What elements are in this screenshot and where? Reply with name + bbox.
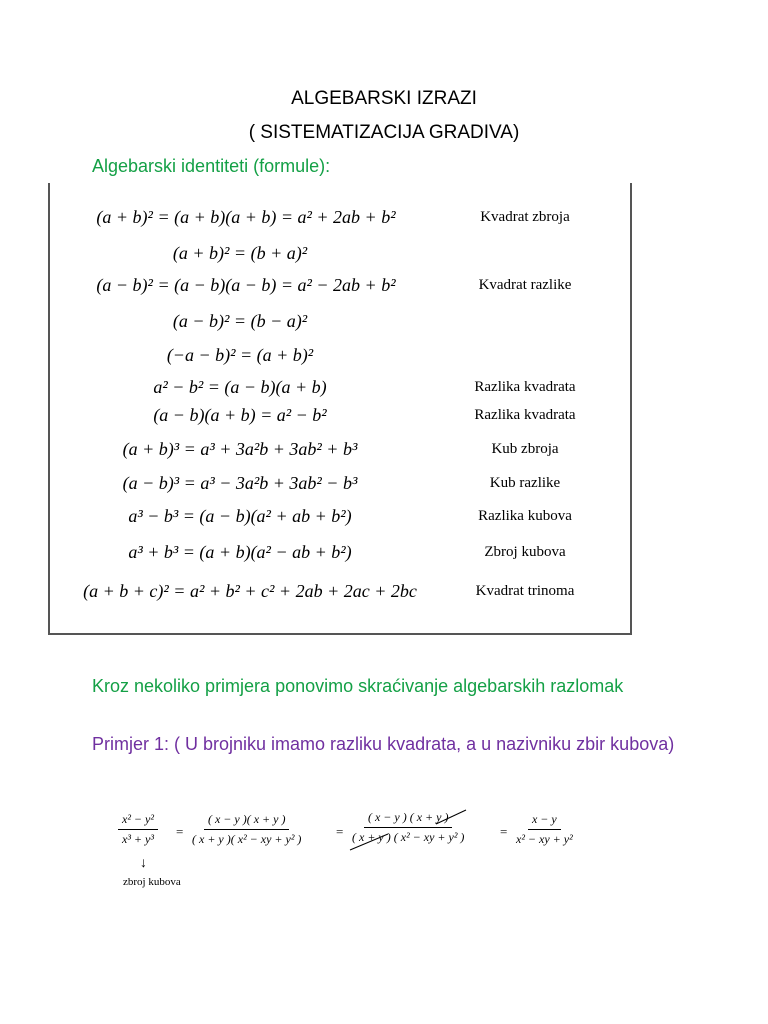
fraction-result [512,812,577,847]
equals-sign: = [176,824,184,839]
formula-row [50,345,630,377]
formula-expression: a² − b² = (a − b)(a + b) [153,377,327,397]
formula-expression: (a + b)³ = a³ + 3a²b + 3ab² + b³ [122,439,358,459]
formula-label: Kvadrat razlike [478,277,572,293]
fraction-denominator: ( x + y ) ( x² − xy + y² ) [352,830,465,844]
fraction-numerator: ( x − y )( x + y ) [204,812,289,830]
formula-label: Kub razlike [489,475,561,491]
formula-label: Kvadrat trinoma [475,583,575,599]
formula-row [50,207,630,239]
down-arrow-icon: ↓ [140,854,147,870]
formula-expression: (a + b)² = (a + b)(a + b) = a² + 2ab + b² [96,207,396,227]
equals-sign: = [336,824,344,839]
intro-text: Kroz nekoliko primjera ponovimo skraćivanje algebarskih razlomak [92,676,624,696]
page-subtitle: ( SISTEMATIZACIJA GRADIVA) [248,122,520,143]
formula-row [50,405,630,437]
cancel-stroke [350,834,388,850]
formula-expression: (−a − b)² = (a + b)² [166,345,314,365]
formula-row [50,275,630,307]
cancel-stroke [436,810,466,824]
fraction-numerator: ( x − y ) ( x + y ) [364,810,452,828]
formula-row [50,439,630,471]
page-title: ALGEBARSKI IZRAZI [291,88,477,109]
formula-expression: (a + b)² = (b + a)² [172,243,308,263]
formula-expression: a³ + b³ = (a + b)(a² − ab + b²) [128,542,352,562]
section-heading: Algebarski identiteti (formule): [92,156,331,176]
formula-label: Zbroj kubova [484,544,566,560]
fraction-numerator: x² − y² [118,812,158,830]
sum-of-cubes-note: zbroj kubova [123,876,181,888]
formula-label: Razlika kvadrata [474,379,576,395]
formula-expression: (a − b)² = (b − a)² [172,311,308,331]
fraction-numerator: x − y [528,812,561,830]
formula-label: Kub zbroja [491,441,559,457]
formula-row [50,311,630,343]
formula-row [50,243,630,275]
formula-expression: (a − b)³ = a³ − 3a²b + 3ab² − b³ [122,473,358,493]
formula-expression: (a − b)² = (a − b)(a − b) = a² − 2ab + b² [96,275,396,295]
formula-expression: (a + b + c)² = a² + b² + c² + 2ab + 2ac + 2bc [83,581,417,601]
formula-row [50,581,630,613]
fraction-denominator: x² − xy + y² [516,832,573,846]
formula-expression: a³ − b³ = (a − b)(a² + ab + b²) [128,506,352,526]
formula-row [50,506,630,538]
formula-row [50,473,630,505]
formula-table [48,183,632,635]
example-equation [118,806,618,862]
fraction-factored [188,812,305,847]
formula-label: Razlika kvadrata [474,407,576,423]
formula-label: Kvadrat zbroja [480,209,570,225]
cancel-strokes [348,806,498,856]
formula-row [50,542,630,574]
formula-label: Razlika kubova [478,508,572,524]
example-heading: Primjer 1: ( U brojniku imamo razliku kvadrata, a u nazivniku zbir kubova) [92,734,675,754]
formula-expression: (a − b)(a + b) = a² − b² [153,405,327,425]
fraction-denominator: x³ + y³ [122,832,154,846]
fraction-denominator: ( x + y )( x² − xy + y² ) [192,832,302,846]
fraction-original [118,812,158,847]
equals-sign: = [500,824,508,839]
